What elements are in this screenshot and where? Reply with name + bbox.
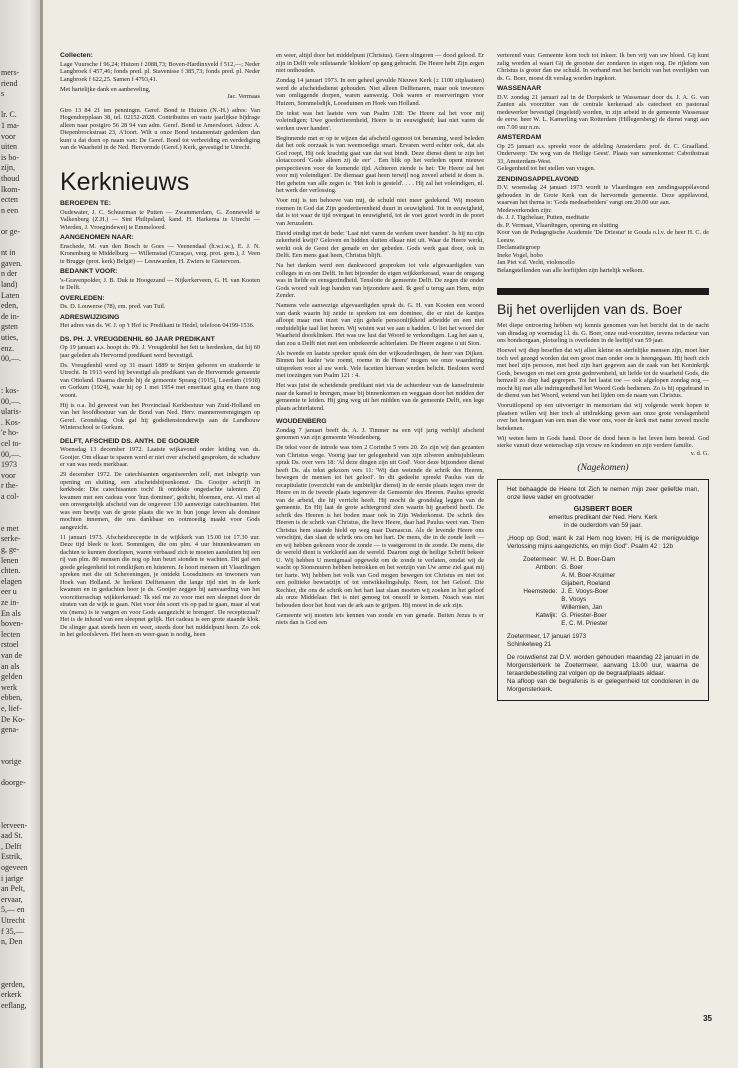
family-place xyxy=(521,572,559,580)
delft-cont-9: Als tweede en laatste spreker sprak één der wijkouderlingen, de heer van Dijken. Binnen het kader 'wie roemt, roeme in de Heere' mogen we onze waardering uitspreken voor al uw werk. Vele facetten hiervan werden belicht. Besloten werd met toezingen van Psalm 121 : 4. xyxy=(276,349,484,379)
edge-fragment: e met xyxy=(1,523,19,533)
family-place: Heemstede: xyxy=(523,587,558,595)
edge-fragment: gaven. xyxy=(1,258,23,268)
edge-fragment: boven- xyxy=(1,619,24,629)
edge-fragment: is bo- xyxy=(1,152,19,162)
edge-fragment: ze in- xyxy=(1,598,19,607)
death-notice xyxy=(497,479,709,701)
collecten-heading: Collecten: xyxy=(60,52,93,59)
family-names: Willemien, Jan xyxy=(561,603,603,611)
edge-fragment: lenen xyxy=(1,555,19,565)
edge-fragment: zijn, xyxy=(1,163,15,173)
family-row xyxy=(521,604,617,612)
aangenomen-heading: AANGENOMEN NAAR: xyxy=(60,234,134,241)
nagekomen-label: (Nagekomen) xyxy=(577,463,629,473)
edge-fragment: 00,—. xyxy=(1,396,21,406)
edge-fragment: g, ge- xyxy=(1,545,20,554)
beroepen-heading: BEROEPEN TE: xyxy=(60,200,111,207)
family-names: Gijabert, Roeland xyxy=(561,579,611,587)
edge-fragment: e, lief- xyxy=(1,704,22,713)
delft-text-2: 29 december 1972. De catechisanten organiseerden zelf, met inbegrip van opening en sluiting, een afscheidsbijeenkomst. Ds. Gooijer schrijft in kerkbode: Die catechisanten toch! Ik ontdekte ongedachte talenten. Zij kwamen met een cadeau voor 'hun dominee', gedicht, bloemen, enz. Al met al een onvergetelijk afscheid van de ongeveer 130 aanwezige catechisanten. Het was een bewijs van de grote plaats die we in hun jonge leven als dominee mochten innemen, die ons dankbaar en ootmoedig maakt voor Gods aangezicht. xyxy=(60,471,260,531)
woudenberg-heading: WOUDENBERG xyxy=(276,418,327,425)
edge-fragment: i jarige xyxy=(1,873,24,883)
edge-fragment: ogeveen xyxy=(1,863,28,872)
edge-fragment: 00,—. xyxy=(1,449,21,459)
notice-subtitle: emeritus predikant der Ned. Herv. Kerk xyxy=(548,513,658,521)
edge-fragment: voor xyxy=(1,131,16,141)
page-fold-crease xyxy=(40,0,43,1068)
notice-age: in de ouderdom van 59 jaar. xyxy=(563,521,643,529)
family-place xyxy=(521,620,559,628)
edge-fragment: f 35,— xyxy=(1,926,24,936)
zending-line-8: Belangstellenden van alle leeftijden zijn hartelijk welkom. xyxy=(497,266,645,274)
family-names: A. M. Boer-Kruimer xyxy=(561,571,616,579)
family-place: Zoetermeer: xyxy=(523,555,558,563)
zending-text: D.V. woensdag 24 januari 1973 wordt te Vlaardingen een zendingsappèlavond gehouden in de Grote Kerk van de hervormde gemeente. Deze appèlavond, waarvan het thema is: 'Gods medearbeiders' vangt om 20.00 uur aan. xyxy=(497,184,709,206)
delft-cont-3: De tekst was het laatste vers van Psalm 138: 'De Heere zal het voor mij voleindigen; Uwe goedertierenheid, Heere is in eeuwigheid; laat niet varen de werken uwer handen'. xyxy=(276,109,484,132)
edge-fragment: land) xyxy=(1,280,18,289)
notice-name: GIJSBERT BOER xyxy=(573,503,633,513)
column-2 xyxy=(276,52,484,1042)
edge-fragment: r the- xyxy=(1,481,19,491)
family-place xyxy=(521,596,559,604)
boer-text-3: Vooruitlopend op een uitvoeriger in memoriam dat wij volgende week hopen te plaatsen willen wij hier toch al uitdrukking geven aan onze grote verslagenheid over het heengaan van een man die voor ons, voor de kerk met name zoveel mocht betekenen. xyxy=(497,402,709,432)
edge-fragment: gena- xyxy=(1,725,19,735)
delft-heading: DELFT, AFSCHEID DS. ANTH. DE GOOIJER xyxy=(60,437,200,445)
edge-fragment: lkom- xyxy=(1,184,21,194)
overleden-text: Ds. D. Louwerse (78), em. pred. van Tuil. xyxy=(60,303,166,310)
edge-fragment: : kos- xyxy=(1,386,19,395)
zending-line-4: Koor van de Pedagogische Academie 'De Driestar' te Gouda o.l.v. de heer H. C. de Leeuw. xyxy=(497,229,709,244)
boer-text-4: Wij weten hem in Gods hand. Door de dood heen is het leven hem bereid. God sterke vanuit deze wetenschap zijn vrouw en kinderen en zijn verdere familie. xyxy=(497,434,709,449)
zending-line-6: Ineke Vogel, hobo xyxy=(497,251,543,259)
overleden-heading: OVERLEDEN: xyxy=(60,294,105,302)
boer-text-2: Hoewel wij diep beseffen dat wij allen kleine en sterfelijke mensen zijn, moet hier toch wel gezegd worden dat een groot man onder ons is heengegaan. Hij heeft zich met heel zijn persoon, met heel zijn hart gegeven aan de zaak van het Koninkrijk Gods, bewogen en met een grote gedrevenheid, uit liefde tot de waarheid Gods, die hemzelf zo diep had gegrepen. Tot het laatst toe — ook afgelopen zondag nog — mocht hij met alle indringendheid het Woord Gods bedienen. Zo is hij opgebrand in de dienst van het Woord, wetend van het lijden om de naam van Christus. xyxy=(497,347,709,399)
edge-fragment: n, Den xyxy=(1,937,23,947)
edge-fragment: a col- xyxy=(1,492,19,501)
family-row xyxy=(521,596,617,604)
edge-fragment: rstoel xyxy=(1,640,19,650)
jubileum-heading: DS. PH. J. VREUGDENHIL 60 JAAR PREDIKANT xyxy=(60,335,215,343)
edge-fragment: riend xyxy=(1,78,18,88)
edge-fragment: s xyxy=(1,89,5,99)
notice-intro: Het behaagde de Heere tot Zich te nemen mijn zeer geliefde man, onze lieve vader en grootvader xyxy=(507,485,699,501)
zending-line-1: Medewerkenden zijn: xyxy=(497,206,552,214)
aangenomen-text: Enschede, M. van den Bosch te Goes — Veenendaal (h.w.i.w.), E. J. N. Kronenburg te Middelburg — Willemstad (Curaçao, verg. prot. gem.), J. Veen te Brugge (prot. kerk) België) — Leeuwarden, H. Zwiers te Gietervcen. xyxy=(60,242,260,265)
amsterdam-text-2: Gelegenheid tot het stellen van vragen. xyxy=(497,165,596,172)
family-names: G. Priester-Boer xyxy=(561,611,607,619)
delft-cont-1: en weer, altijd door het middelpunt (Christus). Geen slingeren — dood gelood. Er zijn in Delft vele stilstaande 'klokken' op gang gebracht. De Heere hebt Zijn zegen niet onthouden. xyxy=(276,52,484,74)
edge-fragment: ecten xyxy=(1,195,18,205)
edge-fragment: Laten xyxy=(1,290,20,300)
woudenberg-text-2: De tekst voor de intrede was toen 2 Corinthe 5 vers 20. Zo zijn wij dan gezanten van Christus wege. Voorig jaar ter gelegenheid van zijn zilveren ambtsjubileum sprak Ds. over vers 18: 'Al deze dingen zijn uit God'. Voor deze bijzondere dienst heeft Ds. als tekst gekozen vers 11: 'Wij dan wetende de schrik des Heeren, bewegen de mensen tot het geloof'. In dit gedeelte spreekt Paulus van de recapitulatie (overzicht van de ambtelijke dienst) in de eerste plaats tegen over de Heere en in de tweede plaats tegenover de Gemeente des Heeren. Paulus spreekt van de arbeid, die hij verricht heeft. Hij mocht de grondslag leggen van de gemeente. En Hij laat de grote achtergrond zien waarin hij gearbeid heeft. De schrik des Heeren is het boden maar ook in Zijn Wederkomst. De schrik des Heeren is de schrik van Christus, die lieve Heere, daar had Paulus weet van. Toen Christus hem staande hield op weg naar Damascus. Als de levende Heere ons verschijnt, dan slaat de schrik ons om het hart. De mens, die in de zonde leeft — en wij hebben gekozen voor de zonde — is vastgeroest in de zonde. De mens, die de wereld dient is verkleefd aan de wereld. Daarom zegt de heilige Schrift bekeer U. Wij hebben U menigmaal opgewekt om de zonde te verlaten, omdat wij de wacht op Sionsmuren hebben betrokken en het wetzijn van Uw arme ziel gaat mij ter harte. Wij hebben het volk van God mogen bewegen tot Christus en niet tot een politieke bewustzijn of tot ontwikkelingshulp. Neen, tot het Geloof. Die Rechter, die ons de schrik om het hart laat slaan moeten wij zoeken in het geloof als onze Middelaar. Het is niet genoeg tot onszelf te komen. Noach was niet behouden door het hout van de ark aan te grijpen. Hij moest in de ark zijn. xyxy=(276,444,484,609)
jubileum-text-1: Op 19 januari a.s. hoopt ds. Ph. J. Vreugdenhil het feit te herdenken, dat hij 60 jaar geleden als Hervormd predikant werd bevestigd. xyxy=(60,344,260,359)
notice-quote: „Hoop op God; want ik zal Hem nog loven; Hij is de menigvuldige Verlossing mijns aangezichts, en mijn God". Psalm 42 : 12b xyxy=(507,534,699,550)
family-row xyxy=(521,588,617,596)
boer-signature: v. d. G. xyxy=(690,449,709,457)
edge-fragment: Estrik, xyxy=(1,852,23,862)
column-1 xyxy=(60,52,260,1042)
page-number: 35 xyxy=(703,1014,712,1023)
family-names: G. Boer xyxy=(561,563,583,571)
zending-line-3: ds. P. Vermaat, Vlaardingen, opening en sluiting xyxy=(497,221,619,229)
zending-heading: ZENDINGSAPPELAVOND xyxy=(497,175,579,183)
edge-fragment: voor xyxy=(1,470,16,480)
edge-fragment: werk xyxy=(1,682,17,692)
notice-condolence: Na afloop van de begrafenis is er gelegenheid tot condoleren in de Morgensterkerk. xyxy=(507,677,699,693)
edge-fragment: Utrecht xyxy=(1,916,25,925)
family-place xyxy=(521,604,559,612)
notice-family-table xyxy=(521,556,617,628)
jubileum-text-3: Hij is o.a. lid geweest van het Provinciaal Kerkbestuur van Zuid-Holland en van het hoofdbestuur van de Bond van Ned. Herv. mannenverenigingen op Geref. Grondslag. Ook gaf hij godsdienstonderwijs aan de Landbouw Winterschool te Gorkum. xyxy=(60,401,260,431)
edge-fragment: lr. C. xyxy=(1,110,17,120)
edge-fragment: gelden xyxy=(1,672,23,682)
delft-cont-6: David eindigt met de bede: 'Laat niet varen de werken uwer handen'. Is hij nu zijn zekerheid kwijt? Geloven en bidden sluiten elkaar niet uit. Waar de Heere werkt, werkt ook de Geest der genade en der gebeden. Gods werk gaat door, ook in Delft. Een mens gaat heen, Christus blijft. xyxy=(276,229,484,259)
page-title: Kerknieuws xyxy=(60,168,190,196)
wassenaar-text: D.V. zondag 21 januari zal in de Dorpskerk te Wassenaar door ds. J. A. G. van Zanten als voorzitter van de centrale kerkeraad als catecheet en pastoraal medewerker bevestigd (ingeleid) worden, in zijn arbeid in de gemeente Wassenaar de eerw. heer W. L. Kamerling van Rotterdam (Hillegersberg) de dienst vangt aan om 7.00 uur n.m. xyxy=(497,93,709,131)
edge-fragment: . Kos- xyxy=(1,417,21,427)
beroepen-text: Oudewater, J. C. Schuurman te Putten — Zwammerdam, G. Zonneveld te Valkenburg (Z.H.) — Sint Philipsland, kand. H. Harkema te Utrecht — Wierden, J. Vroegindeweij te Emmeloord. xyxy=(60,208,260,231)
family-place xyxy=(521,580,559,588)
edge-fragment: enz. xyxy=(1,343,15,353)
family-row xyxy=(521,580,617,588)
edge-fragment: eden, xyxy=(1,301,19,311)
edge-fragment: elagen xyxy=(1,576,22,586)
edge-fragment: n een xyxy=(1,205,19,215)
delft-text-3: 11 januari 1973. Afscheidsreceptie in de wijkkerk van 15.00 tot 17.30 uur. Deze tijd bleek te kort. Sommigen, die om plm. 4 uur binnenkwamen en dachten te kunnen doorlopen, waren verbaasd zich te moeten aansluiten bij een rij van plm. 80 mensen die nog op hun beurt stonden te wachten. Dit gaf een goede gelegenheid tot rondkijken en luisteren. Je hoort mensen uit Vlaardingen spreken met die uit Scheveningen, je ontdekt Loosduiners en inwoners van Hoek van Holland. Je herkent Delftenaren die lange tijd niet in de kerk kwamen en in gedachten hoor je ds. Gooijer zeggen bij aanvaarding van het voorzittersschap wijkkerkeraad: 'Ik stel me zo voor met een sleepnet door de straten van de wijk te gaan. Niet voor één soort vis op pad te gaan, maar al wat vis (mens) is te vangen en voor Gods aangezicht te brengen'. De receptiezaal? Het is de inhoud van een sleepnet gelijk. Het cadeau is een grote staande klok. De slinger gaat steeds heen en weer, steeds door het middelpunt heen. Zo ook in het geloofsleven. Het heen en weer-gaan is nodig, heen xyxy=(60,533,260,638)
adres-heading: ADRESWIJZIGING xyxy=(60,313,120,321)
collecten-signature: Jac. Vermaas xyxy=(227,93,260,100)
family-names: J. E. Vooys-Boer xyxy=(561,587,609,595)
jubileum-text-2: Ds. Vreugdenhil werd op 31 maart 1889 te Strijen geboren en studeerde te Utrecht. In 1913 werd hij bevestigd als predikant van de Hervormde gemeente van Ottoland. Daarna diende hij de gemeente Sprang (1915), Leerdam (1918) en Gorkum (1924), waar hij op 1 mei 1954 met emeritaat ging en thans nog woont. xyxy=(60,361,260,399)
delft-cont-7: Na het danken werd een dankwoord gesproken tot vele afgevaardigden van colleges in en om Delft. In het bijzonder de eigen wijkkerkeraad, waar de omgang was in liefde en eensgezindheid. Tenslotte de gemeente Delft. De zegen die onder Gods woord valt legt banden van bijzondere aard. Ik geef u terug aan Hem, mijn Zender. xyxy=(276,262,484,299)
giro-text: Giro 13 84 21 ten penningm. Geref. Bond te Huizen (N.-H.) adres: Van Hogendorpplaan 38, tel. 02152-2028. Contributies en vaste jaarlijkse bijdrage alleen naar postgiro 56 28 94 van adm. Geref. Bond te Amersfoort. Adres: A. Diepenbrockstraat 23, A'foort. Wilt u onze Bond testamentair gedenken dan kunt u dat doen op naam van: De Geref. Bond tot verbreiding en verdediging van de Waarheid in de Ned. Hervormde (Geref.) Kerk, gevestigd te Utrecht. xyxy=(60,106,260,151)
edge-fragment: eer u xyxy=(1,587,17,597)
amsterdam-heading: AMSTERDAM xyxy=(497,134,542,141)
edge-fragment: n der xyxy=(1,269,18,279)
family-names: W. H. D. Boer-Dam xyxy=(561,555,616,563)
edge-fragment: 1 ma- xyxy=(1,121,20,130)
boer-text-1: Met diepe ontroering hebben wij kennis genomen van het bericht dat in de nacht van dinsdag op woensdag l.l. ds. G. Boer, onze oud-voorzitter, tevens redacteur van ons bondsorgaan, plotseling is overleden in de leeftijd van 59 jaar. xyxy=(497,322,709,344)
boer-article-title: Bij het overlijden van ds. Boer xyxy=(497,301,683,317)
edge-fragment: aad St. xyxy=(1,831,23,841)
delft-cont-10: Het was juist de scheidende predikant niet via de achterdeur van de kanselruimte naar de kansel te brengen, maar bij binnenkomen en weggaan door het midden der gemeente te leiden. Hij ging weg uit het midden van de gemeente Delft, een lege plaats achterlatend. xyxy=(276,382,484,412)
edge-fragment: an als xyxy=(1,661,20,671)
edge-fragment: lerveen- xyxy=(1,820,28,830)
delft-text-1: Woensdag 13 december 1972. Laatste wijkavond onder leiding van ds. Gooijer. Om elkaar te sparen werd er niet over afscheid gesproken, de schaduw er van was reeds merkbaar. xyxy=(60,446,260,468)
bedankt-text: 's-Gravenpolder, J. B. Duk te Hoogezand — Nijkerkerveen, G. H. van Kooten te Delft. xyxy=(60,276,260,291)
delft-cont-5: Voor mij is ten behoeve van mij, de schuld niet meer gedekend. Wij moeten roemen in God dat Zijn goedertierenheid duurt in eeuwigheid. Tot in eeuwigheid, dat is tot waar de tijd overgaat in eeuwigheid, tot de voet gezet wordt in de poort van Jeruzalem. xyxy=(276,197,484,227)
edge-fragment: de in- xyxy=(1,311,20,321)
family-row xyxy=(521,572,617,580)
family-place: Ambon: xyxy=(535,563,558,571)
edge-fragment: mers- xyxy=(1,68,20,77)
edge-fragment: nt in xyxy=(1,248,16,258)
delft-cont-4: Beginnende met er op te wijzen dat afscheid ogenoot tot beraming, werd beleden dat het ook oorzaak is van weemoedige smart. Ervaren werd echter ook, dat als God roept, Hij ook krachtig gaat van dat wat bindt. Deze dienst dient te zijn het slotaccoord 'Gode alleen zij de eer' . Een blik op het verleden opent nieuwe perspectieven voor de komende tijd. Achteren ziende is het: 'De Heere zal het voor mij voleindigen'. De diemaar gaat heen terwijl nog zoveel arbeid te doen is. Het geheim van alle zegen is: 'Het kob is gesteld'. . . . Hij zal het voleindigen, nl. het werk der verlossing. xyxy=(276,134,484,194)
edge-fragment: gsten xyxy=(1,322,18,332)
edge-fragment: an Pelt, xyxy=(1,884,25,894)
amsterdam-text: Op 25 januari a.s. spreekt voor de afdeling Amsterdam: prof. dr. C. Graafland. Onderwerp: 'De weg van de Heilige Geest'. Plaats van samenkomst: Cabothstraat 33, Amsterdam-West. xyxy=(497,142,709,165)
edge-fragment: serke- xyxy=(1,534,21,544)
edge-fragment: 1973 xyxy=(1,460,17,470)
woudenberg-text-1: Zondag 7 januari beeft ds. A. J. Timmer na een vijf jarig verblijf afscheid genomen van zijn gemeente Woudenberg. xyxy=(276,426,484,441)
zending-line-7: Jan Piet v.d. Vecht, violoncello xyxy=(497,259,575,266)
bedankt-heading: BEDANKT VOOR: xyxy=(60,268,118,275)
family-names: E. C. M. Priester xyxy=(561,619,608,627)
collecten-thanks: Met hartelijke dank en aanbeveling, xyxy=(60,85,151,93)
zending-line-5: Declamatiegroep xyxy=(497,244,541,251)
edge-fragment: De Ko- xyxy=(1,714,25,724)
notice-address: Schinkelweg 21 xyxy=(507,640,552,648)
edge-fragment: ervaar, xyxy=(1,894,23,904)
collecten-text: Lage Vuursche f 96,24; Huizen f 2088,73; Boven-Hardinxveld f 512,—; Neder Langbroek f 457,46; fonds pred. pl. Stavenisse f 385,73; fonds pred. pl. Neder Langbroek f 622,25. Samen f 4793,41. xyxy=(60,60,260,83)
edge-fragment: ularis- xyxy=(1,407,22,417)
edge-fragment: cel to- xyxy=(1,439,22,448)
edge-fragment: 'e ho- xyxy=(1,428,19,438)
edge-fragment: 5,— en xyxy=(1,905,25,915)
delft-cont-8: Namens vele aanwezige afgevaardigden sprak ds. G. H. van Kooten een woord van dank waarin hij zeide te spreken tot een dominee, die er niet de kantjes afloopt maar met inzet van zijn gehele persoonlijkheid arbeidde en een niet onduidelijke taal liet horen. Wij wisten wat we aan u hadden. U liet het woord der Waarheid doorklinken. Het was uw lust dat Woord te verkondigen. Lag het aan u, dan zou u Delft niet met een onbekeerde achterlaten. De Heere zegene u uit Sion. xyxy=(276,302,484,347)
family-row xyxy=(521,556,617,564)
edge-fragment: thoud xyxy=(1,174,20,183)
family-names: B. Vooys xyxy=(561,595,587,603)
edge-fragment: erkerk xyxy=(1,990,22,1000)
woudenberg-cont: verterend vuur. Gemeente kom toch tot inkeer. Ik ben vrij van uw bloed. Gij kunt zalig worden al waart Gij de grootste der zondaren in eigen oog. De rijkdom van Christus is groter dan uw schuld. In verband met het bericht van het overlijden van ds. G. Boer, moest dit verslag worden ingekort. xyxy=(497,52,709,82)
zending-line-2: ds. J. J. Tigchelaar, Putten, meditatie xyxy=(497,214,590,221)
edge-fragment: gerden, xyxy=(1,979,25,989)
edge-fragment: uiten xyxy=(1,142,17,152)
wassenaar-heading: WASSENAAR xyxy=(497,85,542,92)
delft-cont-2: Zondag 14 januari 1973. In een geheel gevulde Nieuwe Kerk (± 1100 zitplaatsen) werd de afscheidsdienst gehouden. Niet alleen Delftenaren, maar ook inwoners van omliggende dorpen, waren aanwezig. Ook waren er reserveringen voor Huizen, Sommelsdijk, Loosduinen en Hoek van Holland. xyxy=(276,77,484,107)
family-row xyxy=(521,612,617,620)
notice-funeral: De rouwdienst zal D.V. worden gehouden maandag 22 januari in de Morgensterkerk te Zoetermeer, aanvang 13.00 uur, waarna de teraardebestelling zal volgen op de begraafplaats aldaar. xyxy=(507,653,699,677)
edge-fragment: or ge- xyxy=(1,227,20,236)
edge-fragment: doorge- xyxy=(1,778,26,788)
edge-fragment: eeflang, xyxy=(1,1000,27,1010)
edge-fragment: uties, xyxy=(1,333,19,342)
section-divider-bar xyxy=(497,288,709,295)
woudenberg-text-3: Gemeente wij moeten iets kennen van zonde en van genade. Buiten Jezus is er niets dan is God een xyxy=(276,611,484,626)
notice-date: Zoetermeer, 17 januari 1973 xyxy=(507,632,587,640)
edge-fragment: 00,—. xyxy=(1,354,21,364)
family-place: Katwijk: xyxy=(535,611,558,619)
edge-fragment: chten. xyxy=(1,566,21,576)
family-row xyxy=(521,620,617,628)
adres-text: Het adres van ds. W. J. op 't Hof is: Predikant te Hedel, telefoon 04199-1536. xyxy=(60,322,255,329)
edge-fragment: , Delft xyxy=(1,841,22,851)
edge-fragment: van de xyxy=(1,651,23,660)
family-row xyxy=(521,564,617,572)
column-3 xyxy=(497,52,709,1022)
edge-fragment: ebben, xyxy=(1,693,23,703)
edge-fragment: lecten xyxy=(1,629,21,639)
edge-fragment: En als xyxy=(1,608,21,618)
edge-fragment: vorige xyxy=(1,757,22,766)
